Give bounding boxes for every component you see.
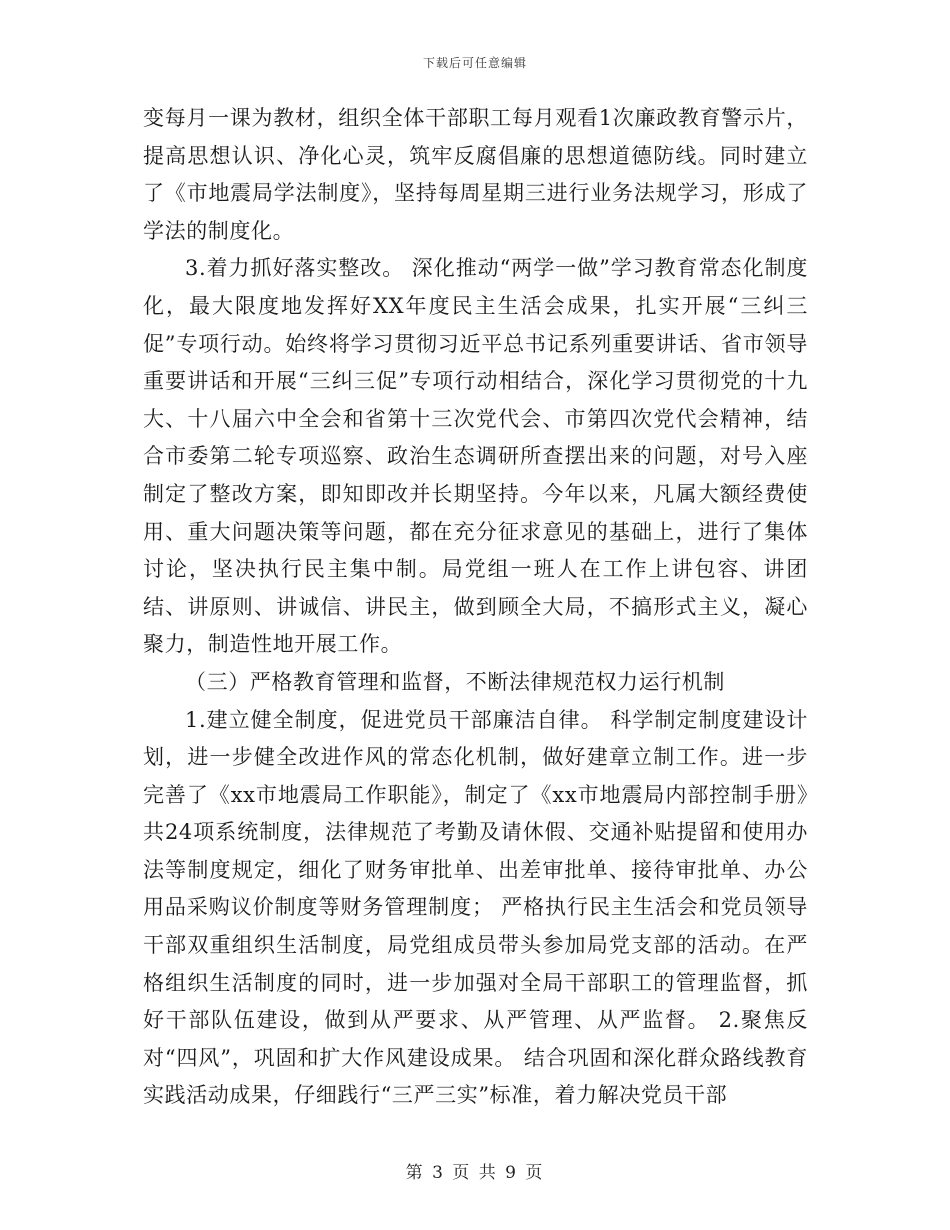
section-heading: （三）严格教育管理和监督，不断法律规范权力运行机制 xyxy=(185,669,725,694)
paragraph-rectification: 3.着力抓好落实整改。 深化推动“两学一做”学习教育常态化制度化，最大限度地发挥好XX年度民主生活会成果，扎实开展“三纠三促”专项行动。始终将学习贯彻习近平总书记系列重要讲话、省市领导重要讲话和开展“三纠三促”专项行动相结合，深化学习贯彻党的十九大、十八届六中全会和省第十三次党代会、市第四次党代会精神，结合市委第二轮专项巡察、政治生态调研所查摆出来的问题，对号入座制定了整改方案，即知即改并长期坚持。今年以来，凡属大额经费使用、重大问题决策等问题，都在充分征求意见的基础上，进行了集体讨论，坚决执行民主集中制。局党组一班人在工作上讲包容、讲团结、讲原则、讲诚信、讲民主，做到顾全大局，不搞形式主义，凝心聚力，制造性地开展工作。 xyxy=(143,256,808,657)
header-note: 下载后可任意编辑 xyxy=(422,56,527,70)
document-body xyxy=(143,100,808,1115)
page-number-footer: 第 3 页 共 9 页 xyxy=(405,1163,545,1183)
paragraph-system-building: 1.建立健全制度，促进党员干部廉洁自律。 科学制定制度建设计划，进一步健全改进作风的常态化机制，做好建章立制工作。进一步完善了《xx市地震局工作职能》，制定了《xx市地震局内部控制手册》共24项系统制度，法律规范了考勤及请休假、交通补贴提留和使用办法等制度规定，细化了财务审批单、出差审批单、接待审批单、办公用品采购议价制度等财务管理制度； 严格执行民主生活会和党员领导干部双重组织生活制度，局党组成员带头参加局党支部的活动。在严格组织生活制度的同时，进一步加强对全局干部职工的管理监督，抓好干部队伍建设，做到从严要求、从严管理、从严监督。 2.聚焦反对“四风”，巩固和扩大作风建设成果。 结合巩固和深化群众路线教育实践活动成果，仔细践行“三严三实”标准，着力解决党员干部 xyxy=(143,707,808,1108)
paragraph-continued: 变每月一课为教材，组织全体干部职工每月观看1次廉政教育警示片，提高思想认识、净化心灵，筑牢反腐倡廉的思想道德防线。同时建立了《市地震局学法制度》，坚持每周星期三进行业务法规学习，形成了学法的制度化。 xyxy=(143,106,808,243)
